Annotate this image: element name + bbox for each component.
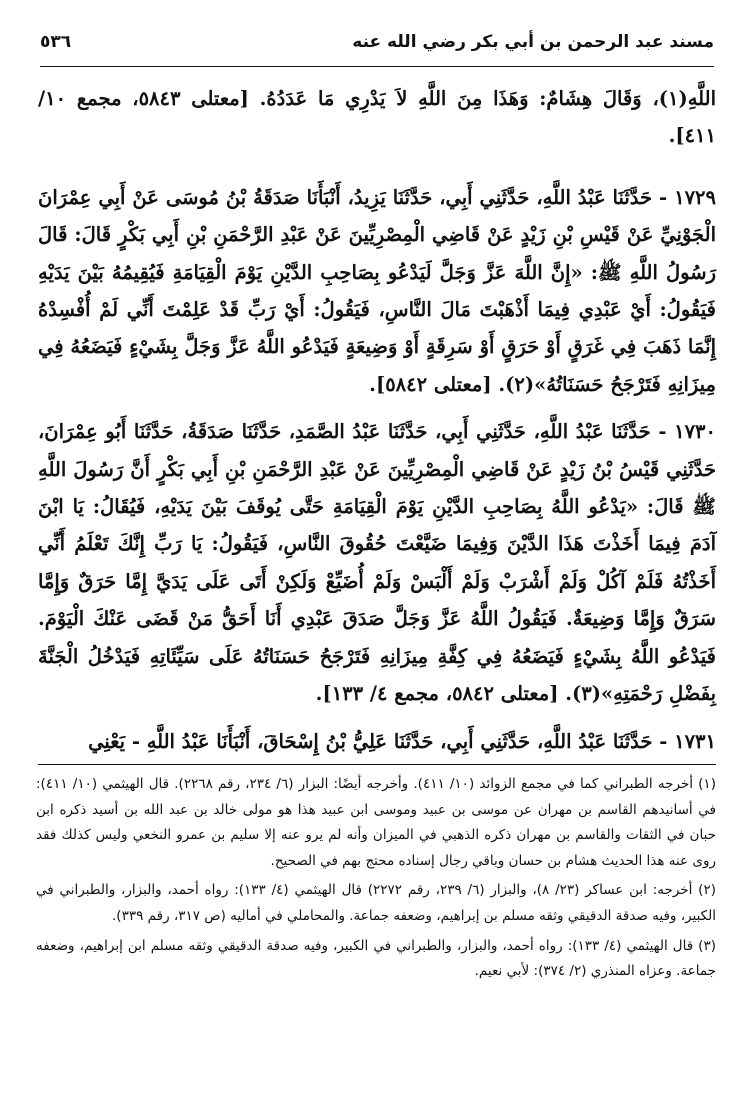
main-text: [38, 80, 716, 770]
header-title: مسند عبد الرحمن بن أبي بكر رضي الله عنه: [352, 32, 714, 52]
page-number: ٥٣٦: [40, 32, 72, 52]
footnotes: [36, 772, 716, 989]
footnote-1: (١) أخرجه الطبراني كما في مجمع الزوائد (١٠/ ٤١١). وأخرجه أيضًا: البزار (٦/ ٢٣٤، رقم ٢٢٦٨). قال الهيثمي (١٠/ ٤١١): في أسانيدهم القاسم بن مهران عن موسى بن عبيد وموسى ابن عبيد هذا هو مولى خالد بن عبد الله بن أسيد ذكره ابن حبان في الثقات والقاسم بن مهران ذكره الذهبي في الميزان وأنه لم يرو عنه إلا سليم بن عمرو النخعي وليس كذلك فقد روى عنه هذا الحديث هشام بن حسان وباقي رجال إسناده محتج بهم في الصحيح.: [36, 776, 716, 869]
hadith-1729: ١٧٢٩ - حَدَّثَنَا عَبْدُ اللَّهِ، حَدَّثَنِي أَبِي، حَدَّثَنَا يَزِيدُ، أَنْبَأَنَا صَدَقَةُ بْنُ مُوسَى عَنْ أَبِي عِمْرَانَ الْجَوْنِيِّ عَنْ قَيْسِ بْنِ زَيْدٍ عَنْ قَاضِي الْمِصْرِيِّينَ عَنْ عَبْدِ الرَّحْمَنِ بْنِ أَبِي بَكْرٍ قَالَ: قَالَ رَسُولُ اللَّهِ ﷺ: «إِنَّ اللَّهَ عَزَّ وَجَلَّ لَيَدْعُو بِصَاحِبِ الدَّيْنِ يَوْمَ الْقِيَامَةِ فَيُقِيمُهُ بَيْنَ يَدَيْهِ فَيَقُولُ: أَيْ عَبْدِي فِيمَا أَذْهَبْتَ مَالَ النَّاسِ، فَيَقُولُ: أَيْ رَبِّ قَدْ عَلِمْتَ أَنِّي لَمْ أُفْسِدْهُ إِنَّمَا ذَهَبَ فِي غَرَقٍ أَوْ حَرَقٍ أَوْ سَرِقَةٍ أَوْ وَضِيعَةٍ فَيَدْعُو اللَّهُ عَزَّ وَجَلَّ بِشَيْءٍ فَيَضَعُهُ فِي مِيزَانِهِ فَتَرْجَحُ حَسَنَاتُهُ»(٢). [معتلى ٥٨٤٢].: [38, 185, 716, 396]
footnote-separator: [38, 764, 716, 765]
footnote-3: (٣) قال الهيثمي (٤/ ١٣٣): رواه أحمد، والبزار، والطبراني في الكبير، وفيه صدقة الدقيقي وثقه مسلم ابن إبراهيم، وضعفه جماعة. وعزاه المنذري (٢/ ٣٧٤): لأبي نعيم.: [36, 937, 716, 980]
running-header: [40, 30, 714, 67]
hadith-1730: ١٧٣٠ - حَدَّثَنَا عَبْدُ اللَّهِ، حَدَّثَنِي أَبِي، حَدَّثَنَا عَبْدُ الصَّمَدِ، حَدَّثَنَا صَدَقَةُ، حَدَّثَنَا أَبُو عِمْرَانَ، حَدَّثَنِي قَيْسُ بْنُ زَيْدٍ عَنْ قَاضِي الْمِصْرِيِّينَ عَنْ عَبْدِ الرَّحْمَنِ بْنِ أَبِي بَكْرٍ أَنَّ رَسُولَ اللَّهِ ﷺ قَالَ: «يَدْعُو اللَّهُ بِصَاحِبِ الدَّيْنِ يَوْمَ الْقِيَامَةِ حَتَّى يُوقَفَ بَيْنَ يَدَيْهِ، فَيُقَالُ: يَا ابْنَ آدَمَ فِيمَا أَخَذْتَ هَذَا الدَّيْنَ وَفِيمَا ضَيَّعْتَ حُقُوقَ النَّاسِ، فَيَقُولُ: يَا رَبِّ إِنَّكَ تَعْلَمُ أَنِّي أَخَذْتُهُ فَلَمْ آكُلْ وَلَمْ أَشْرَبْ وَلَمْ أَلْبَسْ وَلَمْ أُضَيِّعْ وَلَكِنْ أَتَى عَلَى يَدَيَّ إِمَّا حَرَقٌ وَإِمَّا سَرَقٌ وَإِمَّا وَضِيعَةٌ. فَيَقُولُ اللَّهُ عَزَّ وَجَلَّ صَدَقَ عَبْدِي أَنَا أَحَقُّ مَنْ قَضَى عَنْكَ الْيَوْمَ. فَيَدْعُو اللَّهُ بِشَيْءٍ فَيَضَعُهُ فِي كِفَّةِ مِيزَانِهِ فَتَرْجَحُ حَسَنَاتُهُ عَلَى سَيِّئَاتِهِ فَيَدْخُلُ الْجَنَّةَ بِفَضْلِ رَحْمَتِهِ»(٣). [معتلى ٥٨٤٢، مجمع ٤/ ١٣٣].: [38, 420, 716, 706]
continuation-paragraph: اللَّهِ(١)، وَقَالَ هِشَامٌ: وَهَذَا مِنَ اللَّهِ لاَ يَدْرِي مَا عَدَدُهُ. [معتلى ٥٨٤٣، مجمع ١٠/ ٤١١].: [38, 87, 716, 148]
hadith-1731: ١٧٣١ - حَدَّثَنَا عَبْدُ اللَّهِ، حَدَّثَنِي أَبِي، حَدَّثَنَا عَلِيُّ بْنُ إِسْحَاقَ، أَنْبَأَنَا عَبْدُ اللَّهِ - يَعْنِي: [88, 729, 716, 753]
footnote-2: (٢) أخرجه: ابن عساكر (٢٣/ ٨)، والبزار (٦/ ٢٣٩، رقم ٢٢٧٢) قال الهيثمي (٤/ ١٣٣): رواه أحمد، والبزار، والطبراني في الكبير، وفيه صدقة الدقيقي وثقه مسلم بن إبراهيم، وضعفه جماعة. والمحاملي في أماليه (ص ٣١٧، رقم ٣٣٩).: [36, 882, 716, 924]
